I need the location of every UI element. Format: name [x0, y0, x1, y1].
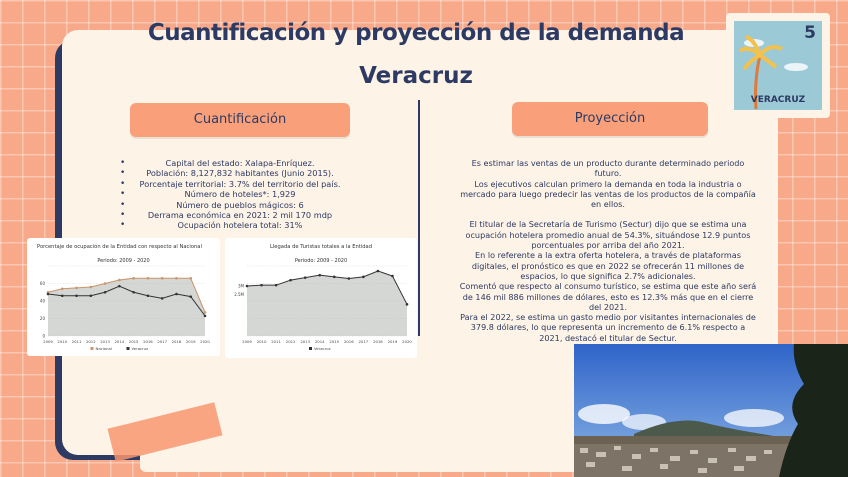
area-fill — [247, 271, 407, 336]
data-point — [406, 303, 409, 306]
x-tick-label: 2014 — [314, 339, 325, 344]
column-divider — [418, 100, 420, 336]
x-tick-label: 2009 — [242, 339, 252, 344]
x-tick-label: 2017 — [358, 339, 369, 344]
stat-item: • Capital del estado: Xalapa-Enríquez. — [120, 158, 360, 168]
x-tick-label: 2015 — [128, 339, 139, 344]
x-tick-label: 2010 — [57, 339, 68, 344]
veracruz-stamp — [726, 13, 830, 118]
cuantificacion-label: Cuantificación — [130, 103, 350, 137]
x-tick-label: 2019 — [185, 339, 196, 344]
legend-label: Nacional — [95, 346, 112, 351]
projection-paragraph: El titular de la Secretaría de Turismo (Sectur) dijo que se estima una ocupación hotelera promedio anual de 54.3%, situándose 12.9 puntos porcentuales por arriba del año 2021. — [465, 219, 751, 251]
data-point — [175, 277, 178, 280]
data-point — [104, 282, 107, 285]
chart-title: Llegada de Turistas totales a la Entidad — [269, 244, 373, 250]
data-point — [362, 276, 365, 279]
stat-item: • Población: 8,127,832 habitantes (Junio 2015). — [120, 168, 360, 178]
x-tick-label: 2009 — [43, 339, 53, 344]
data-point — [304, 276, 307, 279]
area-fill — [48, 278, 205, 336]
x-tick-label: 2020 — [200, 339, 210, 344]
x-tick-label: 2015 — [329, 339, 340, 344]
data-point — [147, 277, 150, 280]
x-tick-label: 2011 — [271, 339, 281, 344]
projection-paragraph: Para el 2022, se estima un gasto medio por visitantes internacionales de 379.8 dólares, lo que representa un incremento de 6.1% respecto a 2021, destacó el titular de Sectur. — [460, 312, 756, 343]
projection-paragraph: Es estimar las ventas de un producto durante determinado periodo futuro. — [471, 158, 745, 179]
stat-item: • Número de pueblos mágicos: 6 — [120, 200, 360, 210]
data-point — [132, 277, 135, 280]
projection-paragraph: Los ejecutivos calculan primero la demanda en toda la industria o mercado para luego predecir las ventas de los productos de la compañía en ellos. — [460, 178, 756, 210]
chart-title: Porcentaje de ocupación de la Entidad con respecto al Nacional — [37, 244, 202, 250]
data-point — [189, 295, 192, 298]
stat-item: • Derrama económica en 2021: 2 mil 170 mdp — [120, 210, 360, 220]
page-subtitle: Veracruz — [359, 63, 473, 89]
stat-item: • Número de hoteles*: 1,929 — [120, 189, 360, 199]
stats-list — [120, 158, 360, 231]
x-tick-label: 2014 — [114, 339, 125, 344]
data-point — [161, 277, 164, 280]
stamp-picture — [734, 21, 822, 110]
data-point — [246, 285, 249, 288]
y-tick-label: 40 — [39, 298, 45, 304]
tourists-chart-plot — [225, 238, 417, 358]
data-point — [275, 284, 278, 287]
legend-swatch — [91, 347, 94, 350]
y-tick-label: 0 — [42, 333, 45, 339]
data-point — [318, 274, 321, 277]
data-point — [204, 311, 207, 314]
stamp-label: VERACRUZ — [750, 95, 806, 105]
data-point — [333, 276, 336, 279]
data-point — [161, 297, 164, 300]
data-point — [147, 294, 150, 297]
chart-subtitle: Periodo: 2009 - 2020 — [294, 258, 348, 264]
x-tick-label: 2013 — [300, 339, 311, 344]
x-tick-label: 2012 — [285, 339, 296, 344]
data-point — [104, 291, 107, 294]
projection-paragraph: Comentó que respecto al consumo turístico, se estima que este año será de 146 mil 886 millones de dólares, esto es 12.3% más que en el cierre del 2021. — [459, 281, 757, 312]
x-tick-label: 2016 — [343, 339, 354, 344]
data-point — [61, 287, 64, 290]
tourists-chart — [225, 238, 417, 358]
y-tick-label: 60 — [39, 281, 45, 286]
x-tick-label: 2018 — [373, 339, 383, 344]
legend-label: Veracruz — [131, 346, 149, 351]
x-tick-label: 2011 — [71, 339, 82, 344]
x-tick-label: 2020 — [402, 339, 412, 344]
data-point — [175, 293, 178, 296]
proyeccion-label: Proyección — [512, 102, 708, 136]
occupancy-chart — [27, 238, 220, 356]
data-point — [204, 315, 207, 318]
data-point — [189, 277, 192, 280]
data-point — [61, 294, 64, 297]
legend-label: Veracruz — [314, 346, 331, 351]
data-point — [391, 275, 394, 278]
data-point — [289, 279, 292, 282]
data-point — [132, 291, 135, 294]
x-tick-label: 2012 — [85, 339, 96, 344]
stamp-number: 5 — [804, 23, 816, 43]
x-tick-label: 2018 — [171, 339, 182, 344]
data-point — [377, 270, 380, 273]
data-point — [260, 284, 263, 287]
data-point — [75, 287, 78, 290]
chart-subtitle: Periodo: 2009 - 2020 — [97, 258, 150, 264]
legend-swatch — [309, 347, 312, 350]
y-tick-label: 20 — [39, 316, 45, 321]
stat-item: • Porcentaje territorial: 3.7% del territorio del país. — [120, 179, 360, 189]
y-tick-label: 3M — [238, 283, 244, 289]
data-point — [348, 277, 351, 280]
projection-text — [458, 158, 758, 343]
data-point — [47, 293, 50, 296]
x-tick-label: 2013 — [100, 339, 110, 344]
data-point — [90, 294, 93, 297]
projection-paragraph: En lo referente a la extra oferta hotelera, a través de plataformas digitales, el pronóstico es que en 2022 se ofrecerán 11 millones de espacios, lo que significa 2.7% adicionales. — [471, 250, 745, 281]
data-point — [118, 285, 121, 288]
city-photo — [574, 344, 848, 477]
occupancy-chart-plot — [27, 238, 220, 356]
x-tick-label: 2017 — [157, 339, 168, 344]
data-point — [118, 279, 121, 282]
stat-item: • Ocupación hotelera total: 31% — [120, 220, 360, 230]
page-title: Cuantificación y proyección de la demanda — [147, 20, 685, 46]
x-tick-label: 2019 — [387, 339, 398, 344]
data-point — [90, 286, 93, 289]
x-tick-label: 2010 — [256, 339, 267, 344]
data-point — [75, 294, 78, 297]
x-tick-label: 2016 — [143, 339, 153, 344]
y-tick-label: 2.5M — [234, 291, 244, 297]
legend-swatch — [127, 347, 130, 350]
